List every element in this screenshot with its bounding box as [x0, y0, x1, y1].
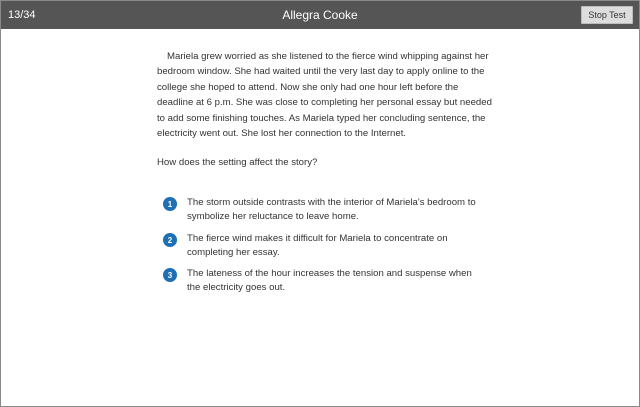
top-bar — [1, 1, 639, 29]
question-counter: 13/34 — [8, 9, 36, 21]
answer-option-1[interactable] — [163, 196, 483, 225]
answer-option-2[interactable] — [163, 232, 483, 261]
option-number-badge: 3 — [163, 268, 177, 282]
option-text: The storm outside contrasts with the interior of Mariela's bedroom to symbolize her reluctance to leave home. — [187, 197, 476, 223]
option-number-badge: 1 — [163, 197, 177, 211]
answer-option-3[interactable] — [163, 267, 483, 296]
student-name: Allegra Cooke — [282, 8, 358, 22]
reading-passage: Mariela grew worried as she listened to the fierce wind whipping against her bedroom window. She had waited until the very last day to apply online to the college she hoped to attend. Now she only had one hour left before the deadline at 6 p.m. She was close to completing her personal essay but needed to add some finishing touches. As Mariela typed her concluding sentence, the electricity went out. She lost her connection to the Internet. — [157, 51, 492, 140]
stop-test-button[interactable]: Stop Test — [581, 6, 633, 24]
option-text: The lateness of the hour increases the tension and suspense when the electricity goes out. — [187, 268, 472, 294]
option-text: The fierce wind makes it difficult for Mariela to concentrate on completing her essay. — [187, 233, 448, 259]
option-number-badge: 2 — [163, 233, 177, 247]
question-prompt: How does the setting affect the story? — [157, 157, 318, 168]
